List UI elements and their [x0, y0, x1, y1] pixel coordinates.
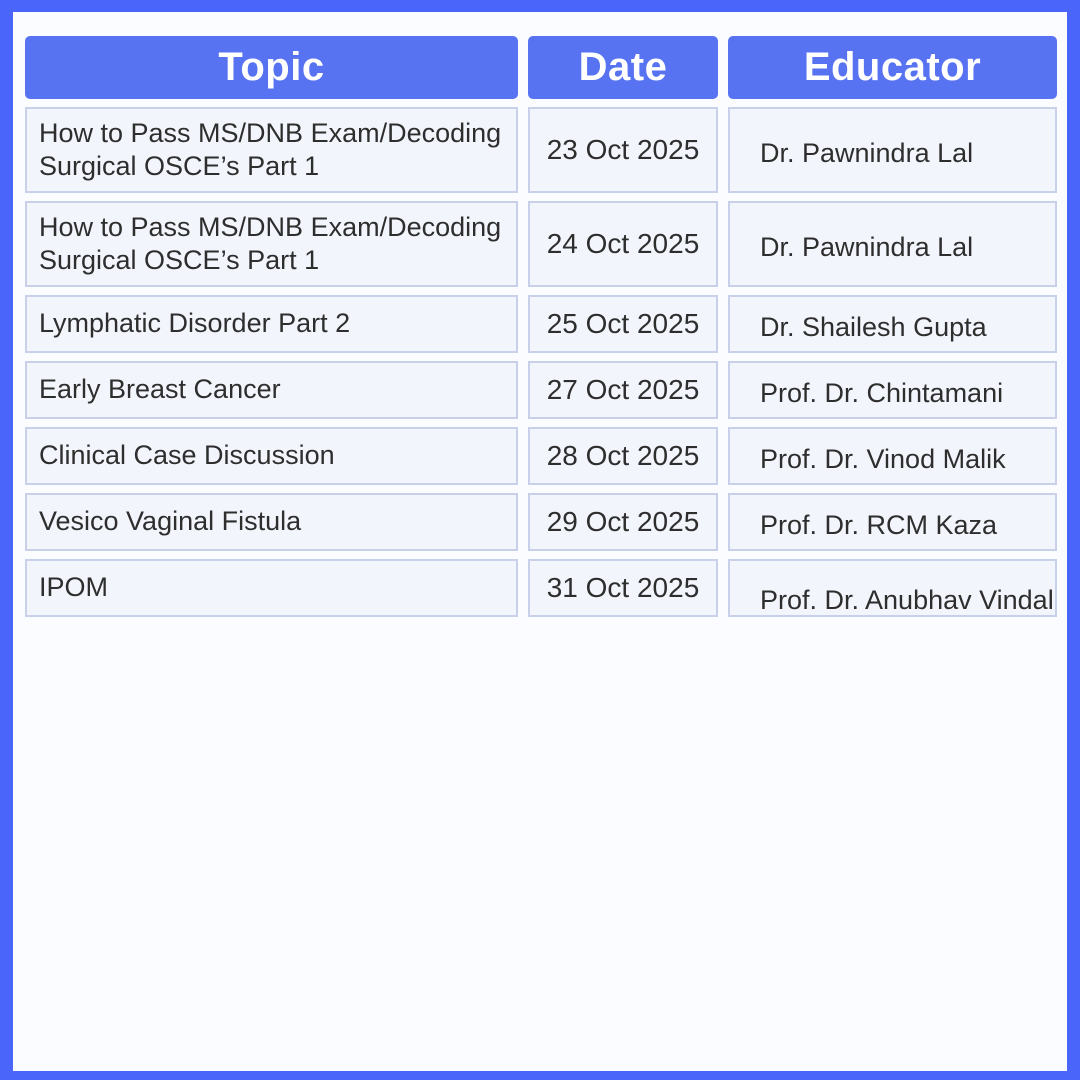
- date-text: 28 Oct 2025: [546, 439, 700, 471]
- topic-cell: [25, 559, 518, 617]
- date-cell: [528, 559, 718, 617]
- educator-cell: [728, 201, 1057, 287]
- topic-text: IPOM: [39, 572, 109, 603]
- topic-text: How to Pass MS/DNB Exam/Decoding Surgical OSCE’s Part 1: [39, 211, 502, 275]
- column-header-topic: Topic: [25, 36, 518, 99]
- column-header-date: Date: [528, 36, 718, 99]
- educator-cell: [728, 361, 1057, 419]
- educator-cell: [728, 559, 1057, 617]
- topic-text: Early Breast Cancer: [39, 374, 281, 405]
- date-text: 24 Oct 2025: [546, 227, 700, 259]
- date-cell: [528, 201, 718, 287]
- educator-text: Prof. Dr. RCM Kaza: [760, 510, 998, 541]
- educator-text: Prof. Dr. Vinod Malik: [760, 444, 1006, 475]
- educator-text: Dr. Pawnindra Lal: [760, 232, 974, 263]
- educator-text: Prof. Dr. Anubhav Vindal: [760, 585, 1054, 616]
- topic-cell: [25, 201, 518, 287]
- date-text: 29 Oct 2025: [546, 505, 700, 537]
- educator-cell: [728, 427, 1057, 485]
- topic-text: Lymphatic Disorder Part 2: [39, 308, 351, 339]
- topic-text: How to Pass MS/DNB Exam/Decoding Surgical OSCE’s Part 1: [39, 118, 502, 181]
- topic-cell: [25, 427, 518, 485]
- date-text: 25 Oct 2025: [546, 307, 700, 339]
- schedule-table: [25, 36, 1057, 617]
- date-text: 31 Oct 2025: [546, 571, 700, 603]
- educator-cell: [728, 107, 1057, 193]
- date-cell: [528, 107, 718, 193]
- topic-cell: [25, 107, 518, 193]
- educator-text: Dr. Shailesh Gupta: [760, 312, 987, 343]
- educator-text: Prof. Dr. Chintamani: [760, 378, 1004, 409]
- topic-cell: [25, 295, 518, 353]
- date-cell: [528, 295, 718, 353]
- topic-cell: [25, 493, 518, 551]
- educator-text: Dr. Pawnindra Lal: [760, 138, 974, 169]
- date-text: 23 Oct 2025: [546, 133, 700, 165]
- educator-cell: [728, 295, 1057, 353]
- column-header-educator: Educator: [728, 36, 1057, 99]
- date-cell: [528, 493, 718, 551]
- date-text: 27 Oct 2025: [546, 373, 700, 405]
- date-cell: [528, 427, 718, 485]
- topic-cell: [25, 361, 518, 419]
- educator-cell: [728, 493, 1057, 551]
- topic-text: Vesico Vaginal Fistula: [39, 506, 302, 537]
- date-cell: [528, 361, 718, 419]
- topic-text: Clinical Case Discussion: [39, 440, 335, 471]
